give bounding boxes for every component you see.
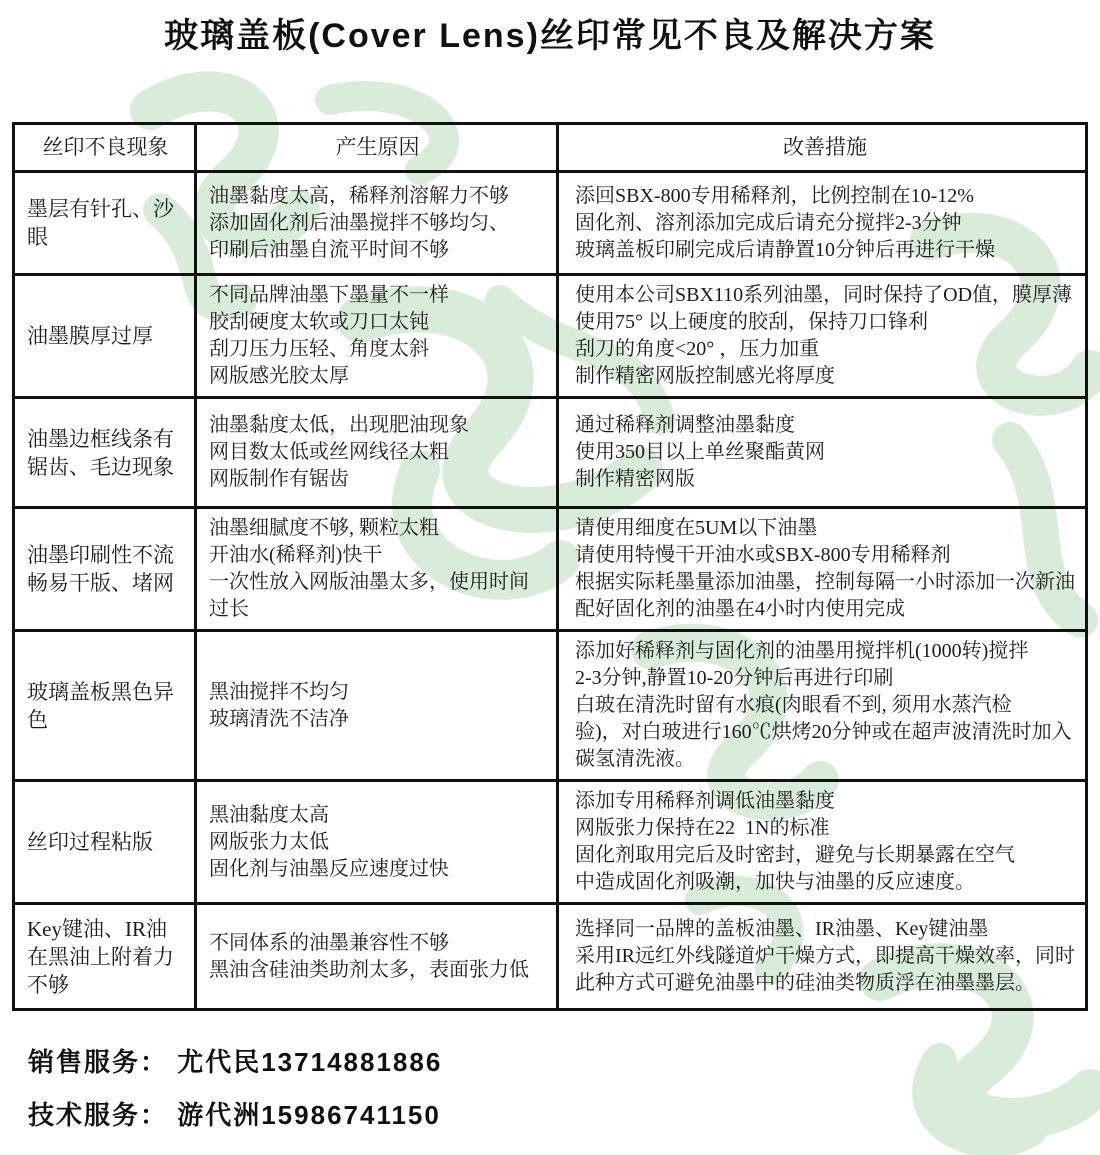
cause-line: 胶刮硬度太软或刀口太钝: [209, 311, 429, 333]
defect-cell: [15, 905, 197, 1008]
table-header-row: [15, 125, 1085, 173]
cause-line: 网版感光胶太厚: [209, 365, 349, 387]
cause-cell: [197, 782, 559, 902]
cause-line: 固化剂与油墨反应速度过快: [209, 857, 449, 880]
solution-line: 请使用特慢干开油水或SBX-800专用稀释剂: [575, 544, 951, 566]
col-header-defect: 丝印不良现象: [15, 125, 197, 170]
defect-text: 油墨边框线条有锯齿、毛边现象: [27, 426, 174, 479]
cause-cell: [197, 399, 559, 506]
solution-line: 此种方式可避免油墨中的硅油类物质浮在油墨墨层。: [575, 972, 1035, 994]
solution-line: 2-3分钟,静置10-20分钟后再进行印刷: [575, 667, 894, 689]
solution-line: 添回SBX-800专用稀释剂，比例控制在10-12%: [575, 184, 974, 207]
cause-line: 开油水(稀释剂)快干: [209, 544, 383, 566]
table-row: [15, 782, 1085, 905]
cause-line: 黑油含硅油类助剂太多，表面张力低: [209, 958, 529, 981]
cause-line: 黑油搅拌不均匀: [209, 680, 349, 703]
table-row: [15, 509, 1085, 632]
defects-table: [12, 122, 1088, 1011]
defect-text: 墨层有针孔、沙眼: [27, 197, 174, 249]
defect-cell: [15, 276, 197, 396]
solution-line: 使用本公司SBX110系列油墨，同时保持了OD值，膜厚薄: [575, 284, 1073, 306]
cause-line: 不同品牌油墨下墨量不一样: [209, 284, 449, 306]
defect-cell: [15, 399, 197, 506]
cause-cell: [197, 173, 559, 273]
solution-line: 采用IR远红外线隧道炉干燥方式，即提高干燥效率，同时: [575, 945, 1075, 967]
cause-line: 玻璃清洗不洁净: [209, 707, 349, 730]
solution-cell: [559, 782, 1085, 902]
cause-line: 印刷后油墨自流平时间不够: [209, 238, 449, 261]
solution-line: 制作精密网版: [575, 468, 695, 490]
solution-cell: [559, 173, 1085, 273]
defect-cell: [15, 509, 197, 629]
solution-cell: [559, 276, 1085, 396]
cause-cell: [197, 509, 559, 629]
solution-line: 固化剂、溶剂添加完成后请充分搅拌2-3分钟: [575, 211, 962, 234]
cause-line: 添加固化剂后油墨搅拌不够均匀、: [209, 211, 509, 234]
solution-line: 添加专用稀释剂调低油墨黏度: [575, 790, 835, 812]
defect-text: 玻璃盖板黑色异色: [27, 679, 174, 732]
cause-line: 网版制作有锯齿: [209, 468, 349, 490]
table-row: [15, 276, 1085, 399]
defect-cell: [15, 632, 197, 779]
defect-text: 油墨印刷性不流畅易干版、堵网: [27, 543, 174, 595]
solution-line: 刮刀的角度<20° ，压力加重: [575, 338, 820, 360]
solution-line: 验)，对白玻进行160℃烘烤20分钟或在超声波清洗时加入: [575, 721, 1072, 743]
cause-cell: [197, 632, 559, 779]
table-row: [15, 399, 1085, 509]
solution-line: 网版张力保持在22 1N的标准: [575, 817, 830, 839]
solution-cell: [559, 399, 1085, 506]
cause-line: 油墨黏度太低，出现肥油现象: [209, 414, 469, 436]
defect-text: 油墨膜厚过厚: [27, 324, 153, 348]
tech-contact: 技术服务： 游代洲15986741150: [28, 1100, 441, 1130]
solution-line: 请使用细度在5UM以下油墨: [575, 517, 818, 539]
solution-line: 白玻在清洗时留有水痕(肉眼看不到, 须用水蒸汽检: [575, 694, 1012, 716]
defect-cell: [15, 173, 197, 273]
solution-cell: [559, 632, 1085, 779]
cause-line: 油墨细腻度不够, 颗粒太粗: [209, 517, 439, 539]
sales-contact: 销售服务： 尤代民13714881886: [28, 1047, 443, 1077]
defect-cell: [15, 782, 197, 902]
solution-line: 使用75° 以上硬度的胶刮，保持刀口锋利: [575, 311, 928, 333]
solution-line: 添加好稀释剂与固化剂的油墨用搅拌机(1000转)搅拌: [575, 640, 1029, 662]
page-title: 玻璃盖板(Cover Lens)丝印常见不良及解决方案: [164, 17, 936, 55]
table-row: [15, 173, 1085, 276]
solution-line: 碳氢清洗液。: [575, 748, 695, 770]
solution-line: 选择同一品牌的盖板油墨、IR油墨、Key键油墨: [575, 918, 989, 940]
table-row: [15, 632, 1085, 782]
col-header-cause: 产生原因: [197, 125, 559, 170]
cause-line: 刮刀压力压轻、角度太斜: [209, 338, 429, 360]
solution-line: 固化剂取用完后及时密封，避免与长期暴露在空气: [575, 844, 1015, 866]
cause-cell: [197, 276, 559, 396]
solution-line: 制作精密网版控制感光将厚度: [575, 365, 835, 387]
defect-text: Key键油、IR油在黑油上附着力不够: [27, 916, 174, 997]
solution-cell: [559, 905, 1085, 1008]
cause-line: 网版张力太低: [209, 830, 329, 853]
cause-cell: [197, 905, 559, 1008]
solution-line: 根据实际耗墨量添加油墨，控制每隔一小时添加一次新油: [575, 571, 1075, 593]
solution-line: 玻璃盖板印刷完成后请静置10分钟后再进行干燥: [575, 238, 995, 261]
table-row: [15, 905, 1085, 1008]
defect-text: 丝印过程粘版: [27, 830, 153, 854]
solution-line: 配好固化剂的油墨在4小时内使用完成: [575, 598, 905, 620]
cause-line: 油墨黏度太高，稀释剂溶解力不够: [209, 184, 509, 207]
cause-line: 黑油黏度太高: [209, 803, 329, 826]
solution-line: 中造成固化剂吸潮，加快与油墨的反应速度。: [575, 871, 975, 893]
solution-cell: [559, 509, 1085, 629]
cause-line: 一次性放入网版油墨太多，使用时间过长: [209, 571, 529, 620]
cause-line: 网目数太低或丝网线径太粗: [209, 441, 449, 463]
cause-line: 不同体系的油墨兼容性不够: [209, 931, 449, 954]
solution-line: 使用350目以上单丝聚酯黄网: [575, 441, 825, 463]
solution-line: 通过稀释剂调整油墨黏度: [575, 414, 795, 436]
col-header-solution: 改善措施: [783, 135, 867, 159]
